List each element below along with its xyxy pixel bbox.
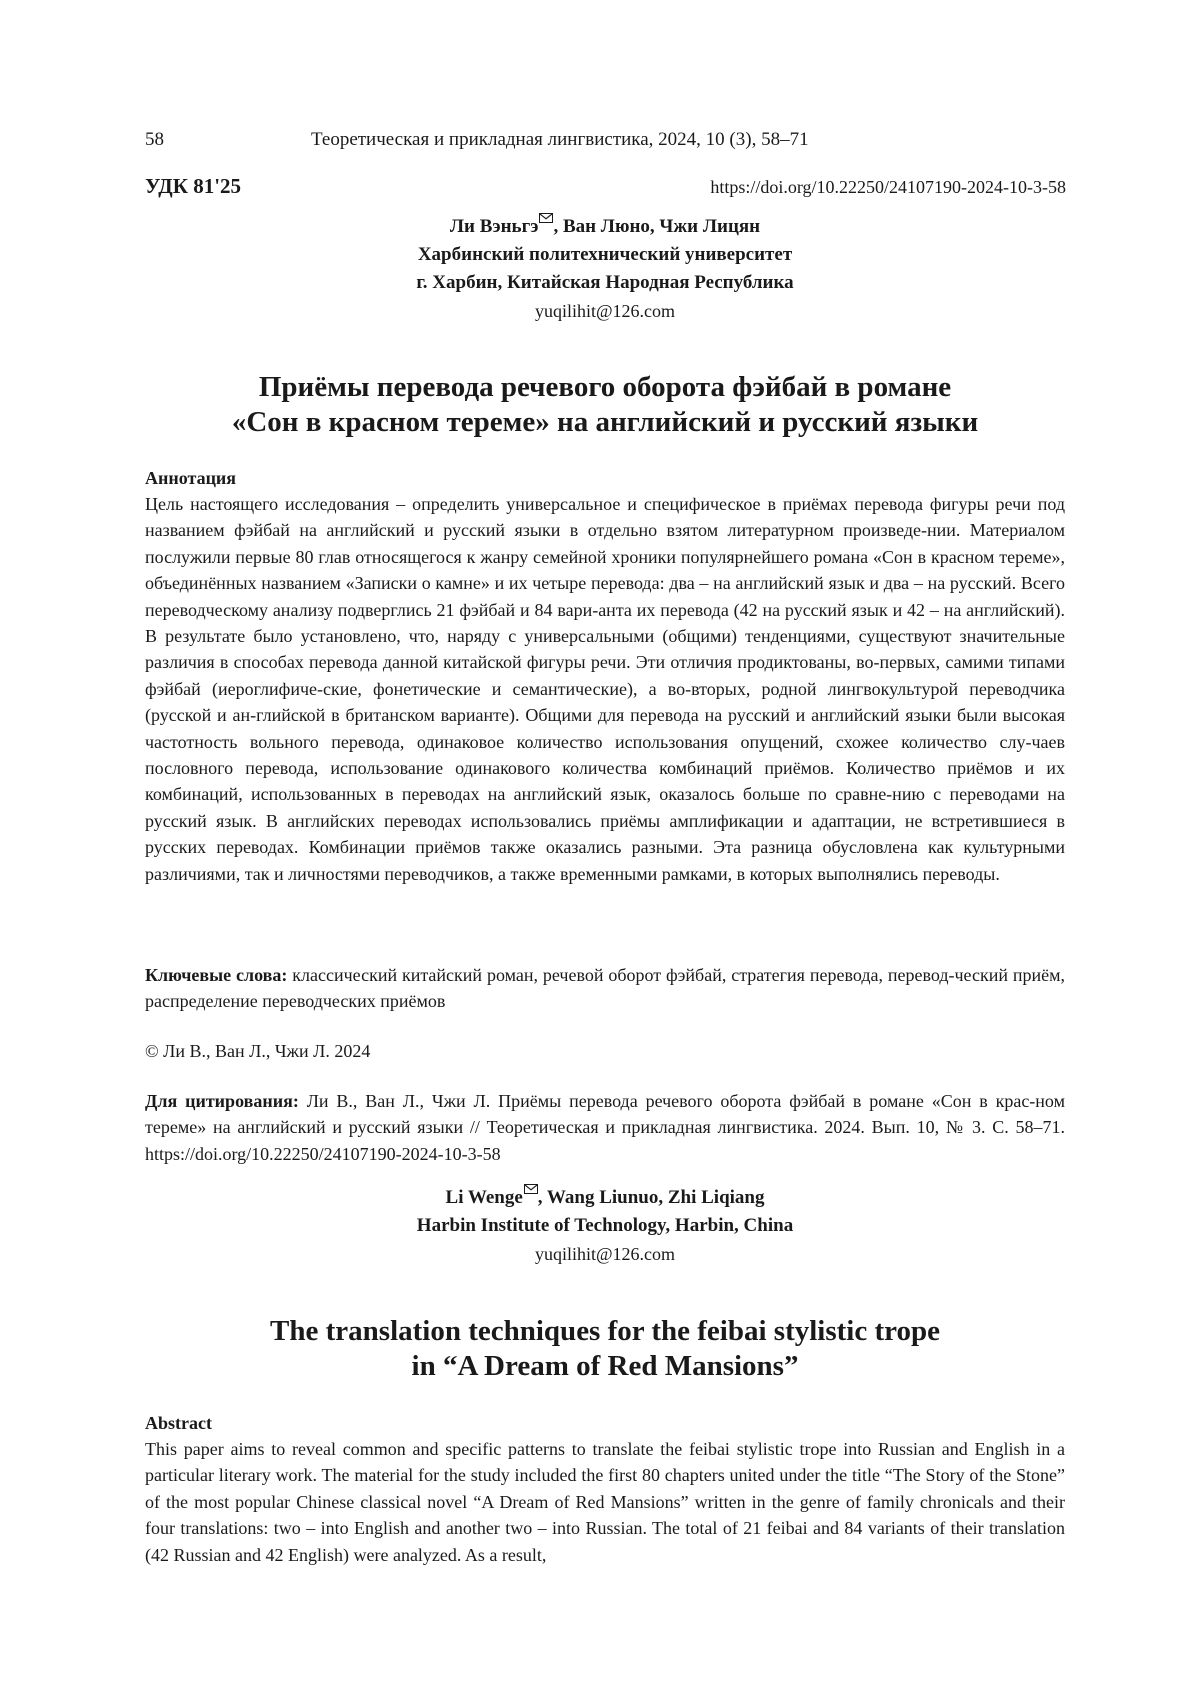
ru-citation [145,1088,1065,1167]
ru-title-line-2: «Сон в красном тереме» на английский и русский языки [231,406,979,438]
ru-email[interactable]: yuqilihit@126.com [534,301,676,321]
ru-affiliation-university: Харбинский политехнический университет [417,244,793,265]
ru-article-title [145,370,1065,440]
envelope-icon [524,1184,538,1194]
en-title-line-2: in “A Dream of Red Mansions” [411,1350,799,1382]
en-abstract-text: This paper aims to reveal common and specific patterns to translate the feibai stylistic trope into Russian and English in a particular literary work. The material for the study included the first 80 chapters united under the title “The Story of the Stone” of the most popular Chinese classical novel “A Dream of Red Mansions” written in the genre of family chronicals and their four translations: two – into English and another two – into Russian. The total of 21 feibai and 84 variants of their translation (42 Russian and 42 English) were analyzed. As a result, [145,1439,1065,1565]
en-abstract-section [145,1411,1065,1568]
en-article-title [145,1314,1065,1384]
ru-title-line-1: Приёмы перевода речевого оборота фэйбай в романе [258,371,952,403]
ru-keywords [145,962,1065,1015]
ru-abstract-heading: Аннотация [145,468,237,488]
ru-abstract-section [145,466,1065,887]
copyright-line: © Ли В., Ван Л., Чжи Л. 2024 [145,1041,371,1061]
envelope-icon [539,213,553,223]
en-authors [145,1184,1065,1212]
journal-name: Теоретическая и прикладная лингвистика, 2024, 10 (3), 58–71 [311,129,809,150]
ru-coauthors: , Ван Люно, Чжи Лицян [553,216,761,237]
ru-authors [145,213,1065,241]
page-number: 58 [145,129,164,150]
ru-abstract-text: Цель настоящего исследования – определить универсальное и специфическое в приёмах перевода фигуры речи под названием фэйбай на английский и русский языки в отдельно взятом литературном произведе-нии. Материалом послужили первые 80 глав относящегося к жанру семейной хроники популярнейшего романа «Сон в красном тереме», объединённых названием «Записки о камне» и их четыре перевода: два – на английский язык и два – на русский. Всего переводческому анализу подверглись 21 фэйбай и 84 вари-анта их перевода (42 на русский язык и 42 – на английский). В результате было установлено, что, наряду с универсальными (общими) тенденциями, существуют значительные различия в способах перевода данной китайской фигуры речи. Эти отличия продиктованы, во-первых, самими типами фэйбай (иероглифиче-ские, фонетические и семантические), а во-вторых, родной лингвокультурой переводчика (русской и ан-глийской в британском варианте). Общими для перевода на русский и английский языки были высокая частотность вольного перевода, одинаковое количество использования опущений, схожее количество слу-чаев пословного перевода, использование одинакового количества комбинаций приёмов. Количество приёмов и их комбинаций, использованных в переводах на английский язык, оказалось больше по сравне-нию с переводами на русский язык. В английских переводах использовались приёмы амплификации и адаптации, не встретившиеся в русских переводах. Комбинации приёмов также оказались разными. Эта разница обусловлена как культурными различиями, так и личностями переводчиков, а также временными рамками, в которых выполнялись переводы. [145,494,1065,884]
en-email[interactable]: yuqilihit@126.com [534,1244,676,1264]
en-coauthors: , Wang Liunuo, Zhi Liqiang [537,1187,765,1208]
ru-author-block [145,213,1065,325]
en-author-block [145,1184,1065,1268]
udk-code: УДК 81'25 [145,174,242,198]
ru-keywords-label: Ключевые слова: [145,965,288,985]
running-head [145,127,1065,153]
ru-affiliation-city: г. Харбин, Китайская Народная Республика [416,272,794,293]
en-affiliation: Harbin Institute of Technology, Harbin, China [416,1215,794,1236]
en-abstract-heading: Abstract [145,1413,212,1433]
cite-label: Для цитирования: [145,1091,299,1111]
ru-corresponding-author: Ли Вэньгэ [449,216,539,237]
ru-copyright [145,1038,1065,1064]
doi-link[interactable]: https://doi.org/10.22250/24107190-2024-10-3-58 [710,177,1066,197]
en-corresponding-author: Li Wenge [445,1187,523,1208]
cite-text: Ли В., Ван Л., Чжи Л. Приёмы перевода речевого оборота фэйбай в романе «Сон в крас-ном тереме» на английский и русский языки // Теоретическая и прикладная лингвистика. 2024. Вып. 10, № 3. С. 58–71. https://doi.org/10.22250/24107190-2024-10-3-58 [145,1091,1065,1164]
ru-keywords-text: классический китайский роман, речевой оборот фэйбай, стратегия перевода, перевод-ческий приём, распределение переводческих приёмов [145,965,1065,1012]
en-title-line-1: The translation techniques for the feibai stylistic trope [270,1315,940,1347]
